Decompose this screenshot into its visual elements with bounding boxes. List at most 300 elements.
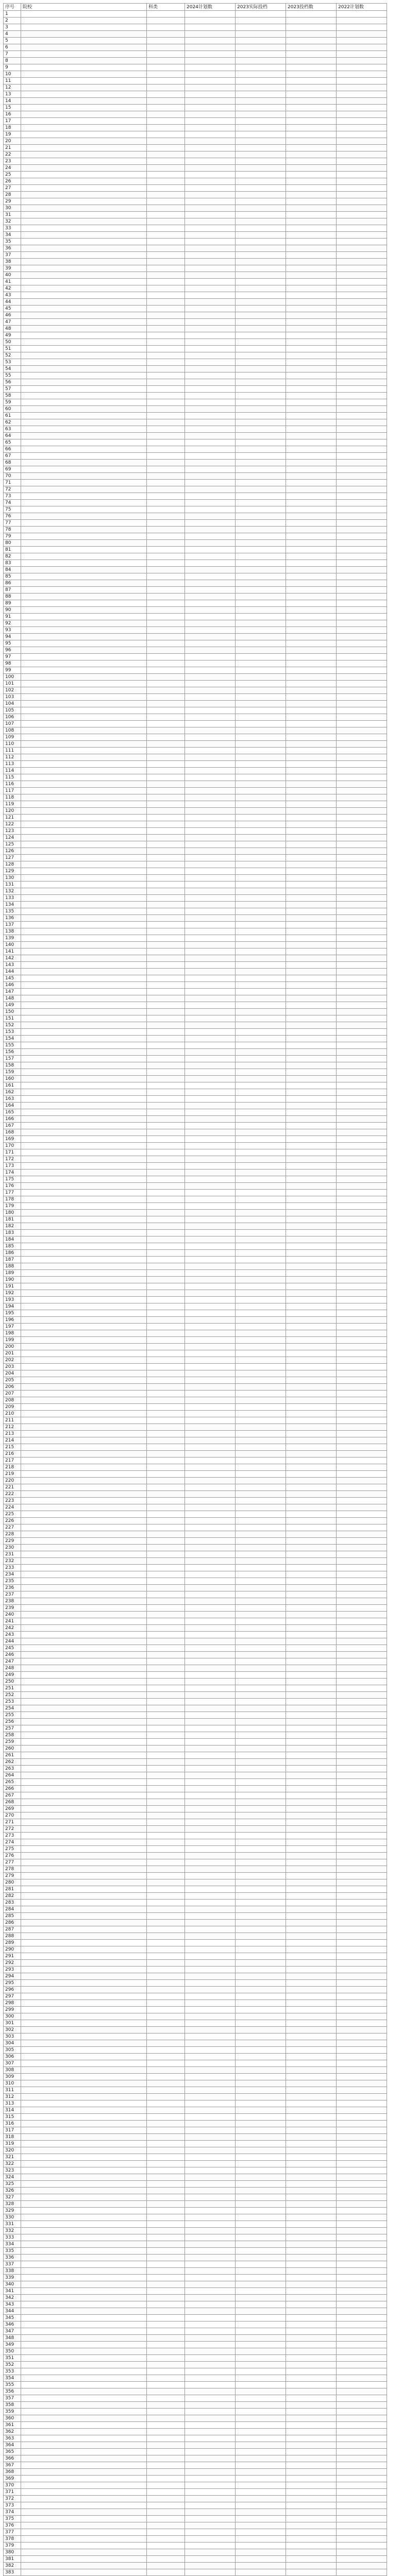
cell-seq: 304 [4,2040,21,2047]
cell-seq: 52 [4,352,21,359]
cell-school [21,1417,147,1424]
cell-2023-actual [236,1350,286,1357]
cell-2023-actual [236,2208,286,2214]
cell-2023-actual [236,2281,286,2288]
cell-2023-actual [236,453,286,460]
cell-school [21,2094,147,2100]
cell-2023-admitted [286,406,337,413]
cell-2023-actual [236,553,286,560]
cell-category [147,2502,185,2509]
cell-school [21,1163,147,1170]
cell-2022-plan [337,1591,387,1598]
cell-2024-plan [185,218,236,225]
cell-school [21,2321,147,2328]
cell-2024-plan [185,2455,236,2462]
cell-school [21,172,147,178]
cell-2022-plan [337,2208,387,2214]
cell-school [21,1049,147,1056]
cell-seq: 308 [4,2067,21,2074]
cell-category [147,1330,185,1337]
cell-category [147,701,185,707]
cell-category [147,2509,185,2516]
cell-school [21,1283,147,1290]
cell-2024-plan [185,1009,236,1015]
cell-2022-plan [337,1404,387,1411]
cell-seq: 62 [4,419,21,426]
cell-school [21,11,147,18]
table-row [4,486,387,493]
cell-school [21,1116,147,1123]
cell-2024-plan [185,2569,236,2576]
cell-category [147,942,185,948]
cell-category [147,1183,185,1190]
cell-2023-admitted [286,118,337,125]
cell-school [21,178,147,185]
cell-2024-plan [185,118,236,125]
table-row [4,2228,387,2234]
cell-2022-plan [337,1464,387,1471]
table-row [4,192,387,198]
cell-2024-plan [185,1156,236,1163]
cell-2022-plan [337,2422,387,2429]
cell-2022-plan [337,1076,387,1082]
cell-2022-plan [337,2415,387,2422]
cell-2023-actual [236,1920,286,1926]
cell-2022-plan [337,2556,387,2563]
cell-school [21,111,147,118]
cell-category [147,1766,185,1772]
cell-seq: 155 [4,1042,21,1049]
cell-2022-plan [337,2234,387,2241]
cell-2023-actual [236,319,286,326]
cell-seq: 201 [4,1350,21,1357]
cell-2024-plan [185,1324,236,1330]
cell-seq: 57 [4,386,21,393]
table-row [4,935,387,942]
cell-2023-admitted [286,1330,337,1337]
cell-2023-admitted [286,71,337,78]
cell-2023-admitted [286,105,337,111]
cell-seq: 332 [4,2228,21,2234]
cell-2023-admitted [286,2033,337,2040]
cell-2022-plan [337,2502,387,2509]
cell-2024-plan [185,279,236,285]
cell-2024-plan [185,1853,236,1859]
cell-seq: 117 [4,788,21,794]
cell-2022-plan [337,1940,387,1946]
cell-2023-admitted [286,466,337,473]
cell-2024-plan [185,1719,236,1725]
cell-school [21,714,147,721]
table-row [4,1491,387,1498]
cell-category [147,2563,185,2569]
table-row [4,1350,387,1357]
cell-2023-admitted [286,754,337,761]
cell-2023-admitted [286,989,337,995]
cell-school [21,1833,147,1839]
cell-seq: 366 [4,2455,21,2462]
cell-2022-plan [337,1163,387,1170]
cell-school [21,205,147,212]
cell-2024-plan [185,741,236,748]
cell-seq: 135 [4,908,21,915]
cell-2024-plan [185,2255,236,2261]
cell-2023-admitted [286,1417,337,1424]
cell-seq: 218 [4,1464,21,1471]
cell-seq: 310 [4,2080,21,2087]
cell-seq: 2 [4,18,21,24]
cell-2023-actual [236,346,286,352]
cell-2023-admitted [286,1967,337,1973]
cell-seq: 343 [4,2301,21,2308]
cell-school [21,694,147,701]
cell-school [21,1330,147,1337]
cell-school [21,553,147,560]
cell-2023-actual [236,754,286,761]
cell-category [147,2455,185,2462]
cell-2023-actual [236,1638,286,1645]
cell-2024-plan [185,1652,236,1658]
cell-2023-admitted [286,1103,337,1109]
cell-2023-actual [236,2154,286,2161]
cell-category [147,178,185,185]
cell-2023-actual [236,1531,286,1538]
cell-2023-actual [236,1243,286,1250]
cell-2022-plan [337,1799,387,1806]
cell-seq: 183 [4,1230,21,1236]
cell-2023-admitted [286,1451,337,1458]
cell-2024-plan [185,848,236,855]
cell-2024-plan [185,2261,236,2268]
cell-2024-plan [185,1987,236,1993]
table-row [4,1598,387,1605]
table-row [4,1089,387,1096]
cell-2023-admitted [286,1672,337,1679]
cell-2024-plan [185,2482,236,2489]
cell-2024-plan [185,1042,236,1049]
cell-2022-plan [337,1645,387,1652]
cell-2023-actual [236,2013,286,2020]
cell-seq: 206 [4,1384,21,1391]
cell-category [147,145,185,151]
table-row [4,178,387,185]
cell-2023-admitted [286,607,337,614]
cell-2024-plan [185,962,236,969]
cell-school [21,1511,147,1518]
cell-category [147,1290,185,1297]
cell-seq: 249 [4,1672,21,1679]
cell-category [147,58,185,64]
cell-2023-admitted [286,1685,337,1692]
cell-2024-plan [185,500,236,506]
cell-2023-admitted [286,520,337,527]
cell-2022-plan [337,265,387,272]
cell-2023-actual [236,727,286,734]
cell-2022-plan [337,312,387,319]
cell-2022-plan [337,232,387,239]
cell-2022-plan [337,1424,387,1431]
cell-2023-admitted [286,2543,337,2549]
cell-2024-plan [185,540,236,547]
cell-seq: 215 [4,1444,21,1451]
table-row [4,2563,387,2569]
cell-school [21,105,147,111]
cell-category [147,1015,185,1022]
cell-2023-actual [236,1906,286,1913]
cell-school [21,2362,147,2368]
cell-2022-plan [337,801,387,808]
cell-2023-admitted [286,426,337,433]
cell-category [147,2335,185,2342]
cell-seq: 177 [4,1190,21,1196]
cell-school [21,761,147,768]
cell-category [147,1370,185,1377]
cell-category [147,38,185,44]
cell-seq: 301 [4,2020,21,2027]
cell-2023-actual [236,111,286,118]
cell-2023-admitted [286,861,337,868]
cell-2023-admitted [286,895,337,902]
cell-2024-plan [185,1404,236,1411]
cell-seq: 208 [4,1397,21,1404]
cell-2023-actual [236,1156,286,1163]
table-row [4,614,387,620]
cell-2022-plan [337,486,387,493]
cell-2022-plan [337,2134,387,2141]
cell-seq: 41 [4,279,21,285]
cell-school [21,1531,147,1538]
table-row [4,1049,387,1056]
cell-seq: 251 [4,1685,21,1692]
table-row [4,1190,387,1196]
cell-2023-actual [236,1015,286,1022]
cell-2024-plan [185,2536,236,2543]
cell-2024-plan [185,781,236,788]
cell-category [147,1337,185,1344]
cell-2023-actual [236,1330,286,1337]
cell-school [21,2141,147,2147]
cell-2022-plan [337,1324,387,1330]
cell-2022-plan [337,1511,387,1518]
cell-2023-admitted [286,1692,337,1699]
cell-seq: 359 [4,2409,21,2415]
cell-2022-plan [337,1993,387,2000]
table-row [4,419,387,426]
cell-2023-admitted [286,1900,337,1906]
cell-school [21,2375,147,2382]
cell-school [21,2402,147,2409]
cell-2022-plan [337,165,387,172]
table-row [4,1612,387,1618]
cell-category [147,640,185,647]
cell-seq: 196 [4,1317,21,1324]
cell-category [147,1632,185,1638]
cell-2023-admitted [286,1926,337,1933]
cell-school [21,1906,147,1913]
cell-category [147,882,185,888]
cell-school [21,681,147,687]
cell-2023-admitted [286,547,337,553]
cell-2023-admitted [286,1029,337,1036]
cell-2023-admitted [286,1136,337,1143]
cell-school [21,2502,147,2509]
cell-school [21,2074,147,2080]
table-row [4,1243,387,1250]
cell-school [21,527,147,533]
cell-seq: 188 [4,1263,21,1270]
table-row [4,2522,387,2529]
cell-category [147,2134,185,2141]
cell-seq: 79 [4,533,21,540]
cell-2023-actual [236,1236,286,1243]
cell-2022-plan [337,841,387,848]
cell-2024-plan [185,2348,236,2355]
table-row [4,962,387,969]
cell-seq: 105 [4,707,21,714]
table-row [4,2033,387,2040]
cell-2022-plan [337,1196,387,1203]
cell-2023-admitted [286,560,337,567]
cell-2024-plan [185,734,236,741]
cell-2024-plan [185,1297,236,1303]
cell-2023-actual [236,781,286,788]
cell-seq: 112 [4,754,21,761]
cell-category [147,399,185,406]
table-row [4,794,387,801]
cell-category [147,681,185,687]
cell-category [147,51,185,58]
cell-2022-plan [337,1478,387,1484]
cell-category [147,205,185,212]
cell-seq: 16 [4,111,21,118]
cell-2023-admitted [286,1350,337,1357]
table-row [4,1672,387,1679]
cell-2023-actual [236,1022,286,1029]
table-row [4,1277,387,1283]
cell-school [21,1900,147,1906]
cell-2022-plan [337,1879,387,1886]
cell-2022-plan [337,2563,387,2569]
cell-2023-actual [236,38,286,44]
cell-seq: 337 [4,2261,21,2268]
table-row [4,587,387,594]
cell-seq: 191 [4,1283,21,1290]
cell-2024-plan [185,774,236,781]
cell-2023-admitted [286,1879,337,1886]
cell-2024-plan [185,1203,236,1210]
cell-seq: 23 [4,158,21,165]
table-row [4,2375,387,2382]
cell-2024-plan [185,801,236,808]
cell-2022-plan [337,1792,387,1799]
cell-2023-actual [236,2107,286,2114]
cell-seq: 350 [4,2348,21,2355]
cell-2024-plan [185,2040,236,2047]
table-row [4,1444,387,1451]
table-row [4,1578,387,1585]
cell-2023-admitted [286,158,337,165]
cell-school [21,2040,147,2047]
cell-2022-plan [337,600,387,607]
table-row [4,1303,387,1310]
cell-2023-admitted [286,1585,337,1591]
cell-2024-plan [185,888,236,895]
cell-2023-actual [236,500,286,506]
cell-category [147,1940,185,1946]
cell-category [147,868,185,875]
cell-2022-plan [337,1170,387,1176]
cell-seq: 91 [4,614,21,620]
cell-2022-plan [337,1766,387,1772]
cell-category [147,1518,185,1524]
table-row [4,1900,387,1906]
cell-category [147,1464,185,1471]
cell-2024-plan [185,1591,236,1598]
table-row [4,1143,387,1149]
cell-2024-plan [185,1725,236,1732]
cell-2022-plan [337,453,387,460]
cell-2022-plan [337,2288,387,2295]
cell-2023-actual [236,2033,286,2040]
cell-2023-admitted [286,2563,337,2569]
cell-2022-plan [337,1129,387,1136]
cell-seq: 264 [4,1772,21,1779]
cell-school [21,1933,147,1940]
cell-2023-admitted [286,1437,337,1444]
cell-2023-actual [236,1826,286,1833]
cell-2022-plan [337,1015,387,1022]
cell-2023-admitted [286,506,337,513]
cell-2024-plan [185,1679,236,1685]
cell-seq: 97 [4,654,21,660]
cell-school [21,239,147,245]
cell-category [147,172,185,178]
cell-2023-admitted [286,2422,337,2429]
cell-2022-plan [337,1036,387,1042]
cell-2023-admitted [286,600,337,607]
cell-2022-plan [337,1719,387,1725]
table-row [4,1551,387,1558]
cell-2022-plan [337,2261,387,2268]
table-row [4,1591,387,1598]
cell-2022-plan [337,2194,387,2201]
cell-school [21,1518,147,1524]
cell-2023-admitted [286,11,337,18]
table-row [4,2355,387,2362]
cell-seq: 22 [4,151,21,158]
cell-seq: 144 [4,969,21,975]
cell-2024-plan [185,821,236,828]
cell-seq: 344 [4,2308,21,2315]
table-row [4,2154,387,2161]
cell-2023-admitted [286,2342,337,2348]
cell-seq: 9 [4,64,21,71]
cell-2023-admitted [286,1002,337,1009]
cell-seq: 299 [4,2007,21,2013]
cell-2023-actual [236,192,286,198]
cell-2023-admitted [286,1906,337,1913]
cell-seq: 203 [4,1364,21,1370]
cell-category [147,2174,185,2181]
table-row [4,2087,387,2094]
table-row [4,1893,387,1900]
cell-school [21,1491,147,1498]
cell-seq: 368 [4,2469,21,2476]
cell-2022-plan [337,2181,387,2188]
cell-2023-admitted [286,1806,337,1812]
cell-2022-plan [337,1270,387,1277]
cell-school [21,948,147,955]
